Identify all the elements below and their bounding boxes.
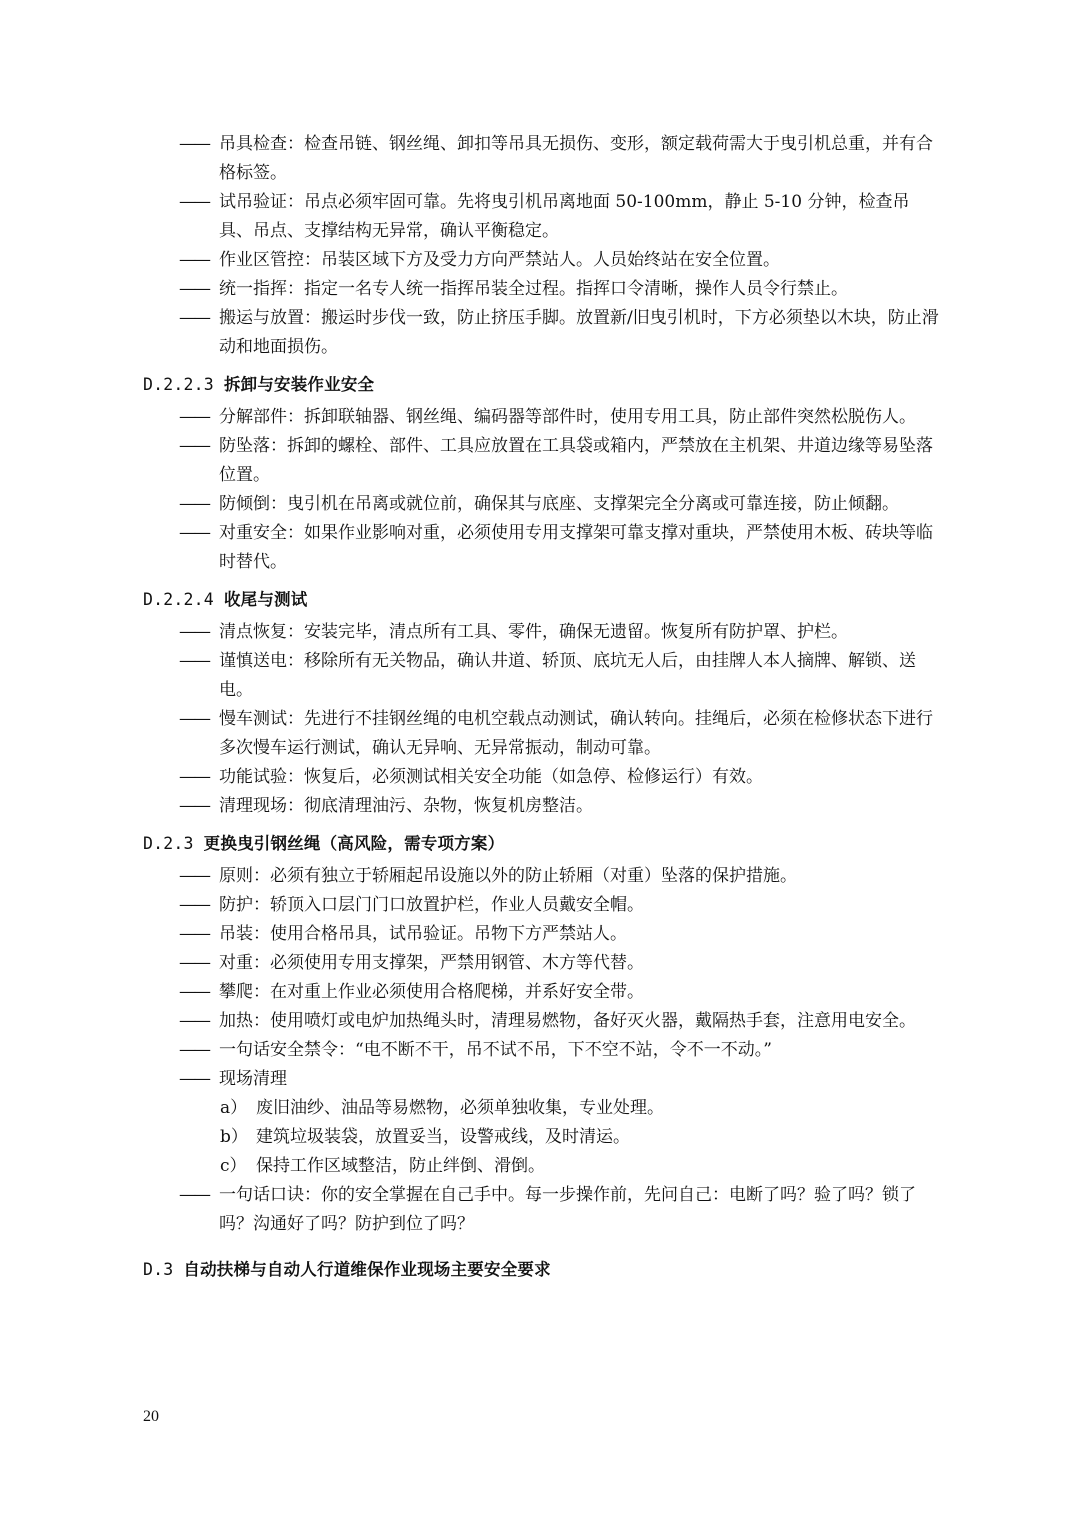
sub-marker: c） xyxy=(220,1156,247,1176)
list-item: —— 试吊验证：吊点必须牢固可靠。先将曳引机吊离地面 50-100mm，静止 5-10 分钟，检查吊具、吊点、支撑结构无异常，确认平衡稳定。 xyxy=(143,188,943,246)
em-dash: —— xyxy=(179,523,209,543)
em-dash: —— xyxy=(179,192,209,212)
em-dash: —— xyxy=(179,436,209,456)
em-dash: —— xyxy=(179,709,209,729)
em-dash: —— xyxy=(179,1185,209,1205)
em-dash: —— xyxy=(179,279,209,299)
list-item: —— 清点恢复：安装完毕，清点所有工具、零件，确保无遗留。恢复所有防护罩、护栏。 xyxy=(143,618,943,647)
em-dash: —— xyxy=(179,494,209,514)
list-item: —— 防倾倒：曳引机在吊离或就位前，确保其与底座、支撑架完全分离或可靠连接，防止倾翻。 xyxy=(143,490,943,519)
top-item-list xyxy=(143,130,943,362)
list-item: —— 防坠落：拆卸的螺栓、部件、工具应放置在工具袋或箱内，严禁放在主机架、井道边缘等易坠落位置。 xyxy=(143,432,943,490)
em-dash: —— xyxy=(179,1040,209,1060)
sub-list-item: b） 建筑垃圾装袋，放置妥当，设警戒线，及时清运。 xyxy=(143,1123,943,1152)
section-d223-list xyxy=(143,403,943,577)
sub-marker: b） xyxy=(220,1127,248,1147)
em-dash: —— xyxy=(179,924,209,944)
sub-list-item: a） 废旧油纱、油品等易燃物，必须单独收集，专业处理。 xyxy=(143,1094,943,1123)
list-item: —— 慢车测试：先进行不挂钢丝绳的电机空载点动测试，确认转向。挂绳后，必须在检修状态下进行多次慢车运行测试，确认无异响、无异常振动，制动可靠。 xyxy=(143,705,943,763)
em-dash: —— xyxy=(179,796,209,816)
list-item: —— 对重安全：如果作业影响对重，必须使用专用支撑架可靠支撑对重块，严禁使用木板、砖块等临时替代。 xyxy=(143,519,943,577)
em-dash: —— xyxy=(179,1069,209,1089)
list-item: —— 谨慎送电：移除所有无关物品，确认井道、轿顶、底坑无人后，由挂牌人本人摘牌、解锁、送电。 xyxy=(143,647,943,705)
list-item: —— 攀爬：在对重上作业必须使用合格爬梯，并系好安全带。 xyxy=(143,978,943,1007)
em-dash: —— xyxy=(179,866,209,886)
em-dash: —— xyxy=(179,982,209,1002)
em-dash: —— xyxy=(179,767,209,787)
list-item: —— 现场清理 xyxy=(143,1065,943,1094)
list-item: —— 吊装：使用合格吊具，试吊验证。吊物下方严禁站人。 xyxy=(143,920,943,949)
section-d224-list xyxy=(143,618,943,821)
section-heading-d23: D.2.3 更换曳引钢丝绳（高风险，需专项方案） xyxy=(143,834,505,853)
em-dash: —— xyxy=(179,622,209,642)
sub-list-item: c） 保持工作区域整洁，防止绊倒、滑倒。 xyxy=(143,1152,943,1181)
list-item: —— 对重：必须使用专用支撑架，严禁用钢管、木方等代替。 xyxy=(143,949,943,978)
em-dash: —— xyxy=(179,134,209,154)
list-item: —— 分解部件：拆卸联轴器、钢丝绳、编码器等部件时，使用专用工具，防止部件突然松脱伤人。 xyxy=(143,403,943,432)
list-item: —— 原则：必须有独立于轿厢起吊设施以外的防止轿厢（对重）坠落的保护措施。 xyxy=(143,862,943,891)
list-item: —— 一句话安全禁令：“电不断不干，吊不试不吊，下不空不站，令不一不动。” xyxy=(143,1036,943,1065)
list-item: —— 加热：使用喷灯或电炉加热绳头时，清理易燃物，备好灭火器，戴隔热手套，注意用电安全。 xyxy=(143,1007,943,1036)
em-dash: —— xyxy=(179,895,209,915)
list-item: —— 吊具检查：检查吊链、钢丝绳、卸扣等吊具无损伤、变形，额定载荷需大于曳引机总重，并有合格标签。 xyxy=(143,130,943,188)
list-item: —— 作业区管控：吊装区域下方及受力方向严禁站人。人员始终站在安全位置。 xyxy=(143,246,943,275)
em-dash: —— xyxy=(179,308,209,328)
page-number: 20 xyxy=(143,1408,159,1425)
section-d23-list xyxy=(143,862,943,1239)
list-item: —— 搬运与放置：搬运时步伐一致，防止挤压手脚。放置新/旧曳引机时，下方必须垫以木块，防止滑动和地面损伤。 xyxy=(143,304,943,362)
em-dash: —— xyxy=(179,250,209,270)
em-dash: —— xyxy=(179,407,209,427)
section-heading-d224: D.2.2.4 收尾与测试 xyxy=(143,590,308,609)
section-heading-d223: D.2.2.3 拆卸与安装作业安全 xyxy=(143,375,375,394)
list-item: —— 防护：轿顶入口层门门口放置护栏，作业人员戴安全帽。 xyxy=(143,891,943,920)
em-dash: —— xyxy=(179,1011,209,1031)
em-dash: —— xyxy=(179,651,209,671)
page-content xyxy=(143,130,943,1288)
list-item: —— 一句话口诀：你的安全掌握在自己手中。每一步操作前，先问自己：电断了吗？验了吗？锁了吗？沟通好了吗？防护到位了吗？ xyxy=(143,1181,943,1239)
list-item: —— 统一指挥：指定一名专人统一指挥吊装全过程。指挥口令清晰，操作人员令行禁止。 xyxy=(143,275,943,304)
em-dash: —— xyxy=(179,953,209,973)
section-heading-d3: D.3 自动扶梯与自动人行道维保作业现场主要安全要求 xyxy=(143,1260,551,1279)
list-item: —— 清理现场：彻底清理油污、杂物，恢复机房整洁。 xyxy=(143,792,943,821)
list-item: —— 功能试验：恢复后，必须测试相关安全功能（如急停、检修运行）有效。 xyxy=(143,763,943,792)
sub-marker: a） xyxy=(220,1098,248,1118)
